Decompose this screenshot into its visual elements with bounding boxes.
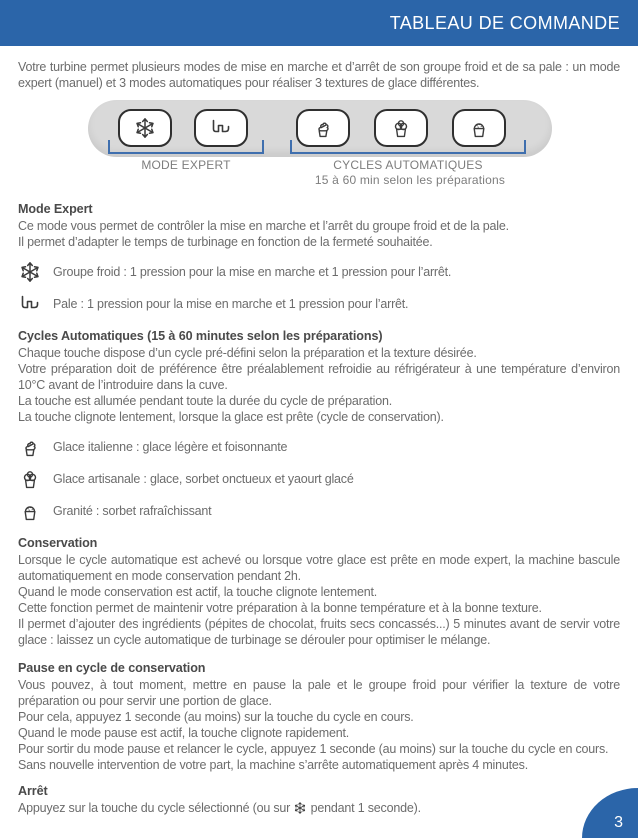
- body-line: Il permet d’ajouter des ingrédients (pépites de chocolat, fruits secs concassés...) 5 minutes avant de servir votre glace : laissez un cycle automatique de turbinage se dérouler pour optimiser le mélange.: [18, 617, 620, 647]
- body-line: Ce mode vous permet de contrôler la mise en marche et l’arrêt du groupe froid et de la pale.: [18, 219, 509, 233]
- section-heading-conservation: Conservation: [18, 536, 98, 550]
- snowflake-icon: [133, 116, 157, 140]
- list-item: [18, 499, 620, 523]
- snowflake-icon: [18, 260, 42, 284]
- granite-icon: [18, 499, 42, 523]
- auto-group-sublabel: 15 à 60 min selon les préparations: [314, 173, 506, 187]
- list-item: [18, 467, 620, 491]
- control-panel-illustration: [0, 100, 638, 194]
- bullet-text: Pale : 1 pression pour la mise en marche et 1 pression pour l’arrêt.: [53, 297, 409, 311]
- arret-text-after: pendant 1 seconde).: [307, 801, 421, 815]
- paddle-icon: [209, 116, 233, 140]
- body-line: Pour sortir du mode pause et relancer le cycle, appuyez 1 seconde (au moins) sur la touche du cycle en cours.: [18, 742, 609, 756]
- list-item: [18, 435, 620, 459]
- section-heading-mode-expert: Mode Expert: [18, 202, 93, 216]
- arret-text-before: Appuyez sur la touche du cycle sélectionné (ou sur: [18, 801, 294, 815]
- scoops-icon: [389, 116, 413, 140]
- body-line: La touche est allumée pendant toute la durée du cycle de préparation.: [18, 394, 392, 408]
- snowflake-icon: [293, 801, 307, 815]
- body-line: Lorsque le cycle automatique est achevé ou lorsque votre glace est prête en mode expert, la machine bascule automatiquement en mode conservation pendant 2h.: [18, 553, 620, 583]
- section-heading-cycles: Cycles Automatiques (15 à 60 minutes selon les préparations): [18, 329, 383, 343]
- body-line: Vous pouvez, à tout moment, mettre en pause la pale et le groupe froid pour vérifier la texture de votre préparation ou pour servir une portion de glace.: [18, 678, 620, 708]
- body-line: Il permet d’adapter le temps de turbinage en fonction de la fermeté souhaitée.: [18, 235, 433, 249]
- list-item: [18, 292, 620, 316]
- auto-group-bracket: [290, 140, 526, 154]
- soft-serve-icon: [311, 116, 335, 140]
- body-line: La touche clignote lentement, lorsque la glace est prête (cycle de conservation).: [18, 410, 444, 424]
- bullet-text: Granité : sorbet rafraîchissant: [53, 504, 212, 518]
- body-line: Cette fonction permet de maintenir votre préparation à la bonne température et à la bonne texture.: [18, 601, 542, 615]
- granite-icon: [467, 116, 491, 140]
- bullet-text: Glace italienne : glace légère et foisonnante: [53, 440, 288, 454]
- body-line: Quand le mode conservation est actif, la touche clignote lentement.: [18, 585, 378, 599]
- body-line: Pour cela, appuyez 1 seconde (au moins) sur la touche du cycle en cours.: [18, 710, 414, 724]
- list-item: [18, 260, 620, 284]
- body-line: Sans nouvelle intervention de votre part, la machine s’arrête automatiquement après 4 minutes.: [18, 758, 528, 772]
- page-header: [0, 0, 638, 46]
- intro-paragraph: Votre turbine permet plusieurs modes de mise en marche et d’arrêt de son groupe froid et de sa pale : un mode expert (manuel) et 3 modes automatiques pour réaliser 3 textures de glace différentes.: [18, 60, 620, 90]
- bullet-text: Groupe froid : 1 pression pour la mise en marche et 1 pression pour l’arrêt.: [53, 265, 452, 279]
- scoops-icon: [18, 467, 42, 491]
- soft-serve-icon: [18, 435, 42, 459]
- expert-group-bracket: [108, 140, 264, 154]
- body-line: Votre préparation doit de préférence être préalablement refroidie au réfrigérateur à une température d’environ 10°C avant de l’introduire dans la cuve.: [18, 362, 620, 392]
- page-number: 3: [614, 814, 623, 831]
- section-heading-arret: Arrêt: [18, 784, 48, 798]
- body-line: Chaque touche dispose d’un cycle pré-défini selon la préparation et la texture désirée.: [18, 346, 477, 360]
- paddle-icon: [18, 292, 42, 316]
- section-heading-pause: Pause en cycle de conservation: [18, 661, 206, 675]
- arret-line: [18, 800, 620, 816]
- body-line: Quand le mode pause est actif, la touche clignote rapidement.: [18, 726, 350, 740]
- bullet-text: Glace artisanale : glace, sorbet onctueux et yaourt glacé: [53, 472, 354, 486]
- expert-group-label: MODE EXPERT: [141, 158, 231, 172]
- auto-group-label: CYCLES AUTOMATIQUES: [333, 158, 483, 172]
- page-title: TABLEAU DE COMMANDE: [389, 12, 620, 33]
